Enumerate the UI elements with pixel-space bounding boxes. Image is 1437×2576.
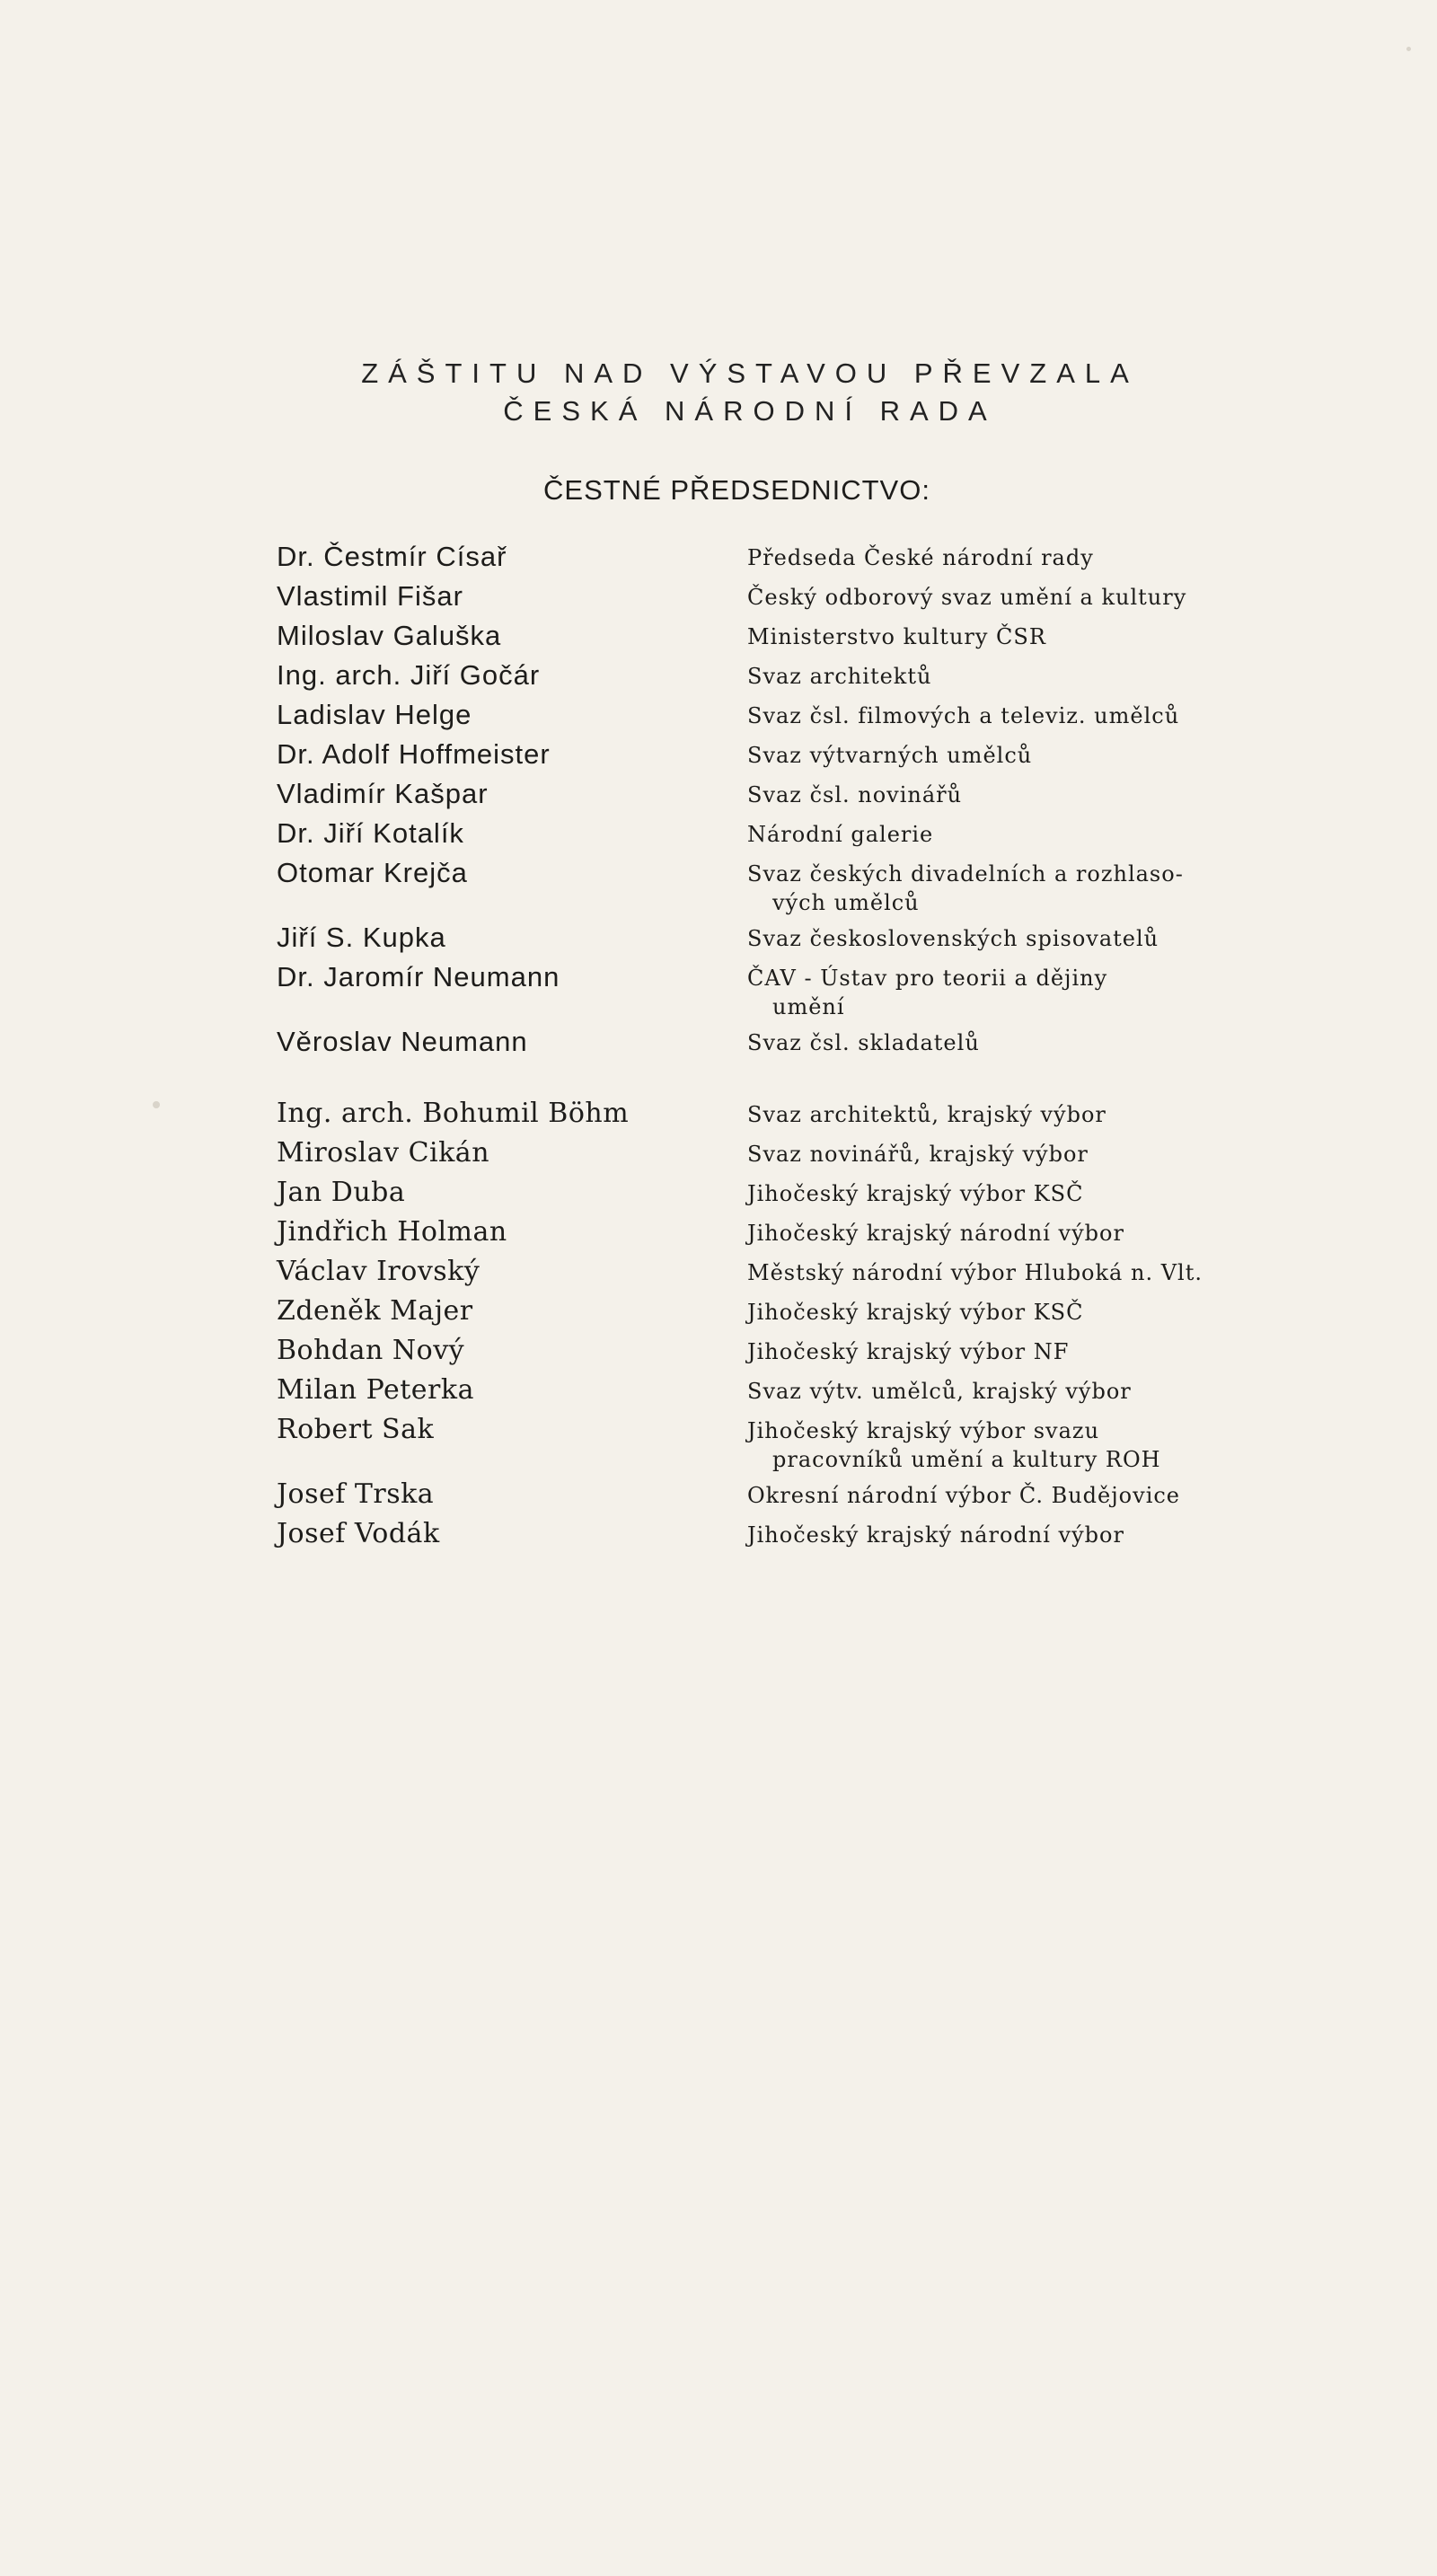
- member-name: Ladislav Helge: [277, 699, 472, 730]
- organization-line: Svaz architektů, krajský výbor: [747, 1102, 1106, 1127]
- member-name: Dr. Jaromír Neumann: [277, 961, 560, 992]
- organization-line: Ministerstvo kultury ČSR: [747, 624, 1046, 649]
- section-title: ČESTNÉ PŘEDSEDNICTVO:: [543, 474, 930, 506]
- organization-line: Jihočeský krajský výbor KSČ: [747, 1300, 1084, 1325]
- member-organization: [747, 820, 1250, 849]
- member-name: Bohdan Nový: [277, 1335, 465, 1366]
- organization-line-continued: vých umělců: [772, 890, 920, 915]
- member-name: Miloslav Galuška: [277, 620, 502, 651]
- organization-line: Jihočeský krajský výbor NF: [747, 1339, 1070, 1364]
- organization-line: Svaz výtv. umělců, krajský výbor: [747, 1379, 1132, 1404]
- member-organization: [747, 1481, 1250, 1510]
- organization-line: Okresní národní výbor Č. Budějovice: [747, 1483, 1181, 1508]
- member-name: Jan Duba: [277, 1177, 406, 1208]
- member-organization: [747, 1298, 1250, 1327]
- member-name: Vladimír Kašpar: [277, 778, 489, 809]
- member-name: Dr. Čestmír Císař: [277, 541, 507, 572]
- member-name: Miroslav Cikán: [277, 1137, 490, 1169]
- member-name: Robert Sak: [277, 1414, 435, 1445]
- member-organization: [747, 1377, 1250, 1406]
- organization-line: Svaz československých spisovatelů: [747, 926, 1159, 951]
- member-organization: [747, 583, 1250, 612]
- paper-speck: [153, 1101, 160, 1108]
- member-name: Václav Irovský: [277, 1256, 480, 1287]
- organization-line: Svaz novinářů, krajský výbor: [747, 1142, 1089, 1167]
- member-name: Jindřich Holman: [277, 1216, 507, 1248]
- member-name: Otomar Krejča: [277, 857, 468, 888]
- member-organization: [747, 1416, 1250, 1474]
- organization-line: Svaz čsl. filmových a televiz. umělců: [747, 703, 1180, 728]
- organization-line: ČAV - Ústav pro teorii a dějiny: [747, 966, 1108, 991]
- organization-line: Městský národní výbor Hluboká n. Vlt.: [747, 1260, 1203, 1285]
- member-organization: [747, 1028, 1250, 1057]
- member-organization: [747, 1521, 1250, 1549]
- organization-line: Jihočeský krajský národní výbor: [747, 1522, 1124, 1548]
- member-organization: [747, 924, 1250, 953]
- member-organization: [747, 964, 1250, 1021]
- organization-line: Jihočeský krajský výbor KSČ: [747, 1181, 1084, 1206]
- header-line-1: ZÁŠTITU NAD VÝSTAVOU PŘEVZALA: [361, 357, 1139, 389]
- member-name: Milan Peterka: [277, 1374, 474, 1406]
- member-organization: [747, 622, 1250, 651]
- organization-line: Svaz čsl. novinářů: [747, 782, 963, 807]
- member-name: Ing. arch. Jiří Gočár: [277, 659, 541, 691]
- member-organization: [747, 1100, 1250, 1129]
- organization-line-continued: pracovníků umění a kultury ROH: [772, 1447, 1161, 1472]
- member-name: Dr. Jiří Kotalík: [277, 817, 464, 849]
- member-organization: [747, 781, 1250, 809]
- organization-line: Český odborový svaz umění a kultury: [747, 585, 1187, 610]
- organization-line: Svaz architektů: [747, 664, 932, 689]
- member-organization: [747, 662, 1250, 691]
- member-organization: [747, 701, 1250, 730]
- organization-line: Svaz čsl. skladatelů: [747, 1030, 980, 1055]
- member-name: Josef Trska: [277, 1478, 435, 1510]
- member-organization: [747, 1337, 1250, 1366]
- organization-line: Předseda České národní rady: [747, 545, 1094, 570]
- member-name: Jiří S. Kupka: [277, 922, 446, 953]
- organization-line: Jihočeský krajský výbor svazu: [747, 1418, 1100, 1443]
- member-name: Dr. Adolf Hoffmeister: [277, 738, 551, 770]
- member-organization: [747, 1140, 1250, 1169]
- member-organization: [747, 1219, 1250, 1248]
- member-name: Vlastimil Fišar: [277, 580, 463, 612]
- header-line-2: ČESKÁ NÁRODNÍ RADA: [503, 395, 997, 427]
- paper-speck: [1406, 47, 1411, 51]
- member-organization: [747, 1179, 1250, 1208]
- member-organization: [747, 1258, 1250, 1287]
- member-organization: [747, 741, 1250, 770]
- member-name: Zdeněk Majer: [277, 1295, 473, 1327]
- organization-line: Národní galerie: [747, 822, 934, 847]
- member-name: Josef Vodák: [277, 1518, 440, 1549]
- member-name: Ing. arch. Bohumil Böhm: [277, 1098, 630, 1129]
- member-name: Věroslav Neumann: [277, 1026, 528, 1057]
- member-organization: [747, 543, 1250, 572]
- organization-line: Svaz výtvarných umělců: [747, 743, 1033, 768]
- organization-line: Svaz českých divadelních a rozhlaso-: [747, 861, 1184, 887]
- member-organization: [747, 860, 1250, 917]
- organization-line-continued: umění: [772, 994, 845, 1019]
- organization-line: Jihočeský krajský národní výbor: [747, 1221, 1124, 1246]
